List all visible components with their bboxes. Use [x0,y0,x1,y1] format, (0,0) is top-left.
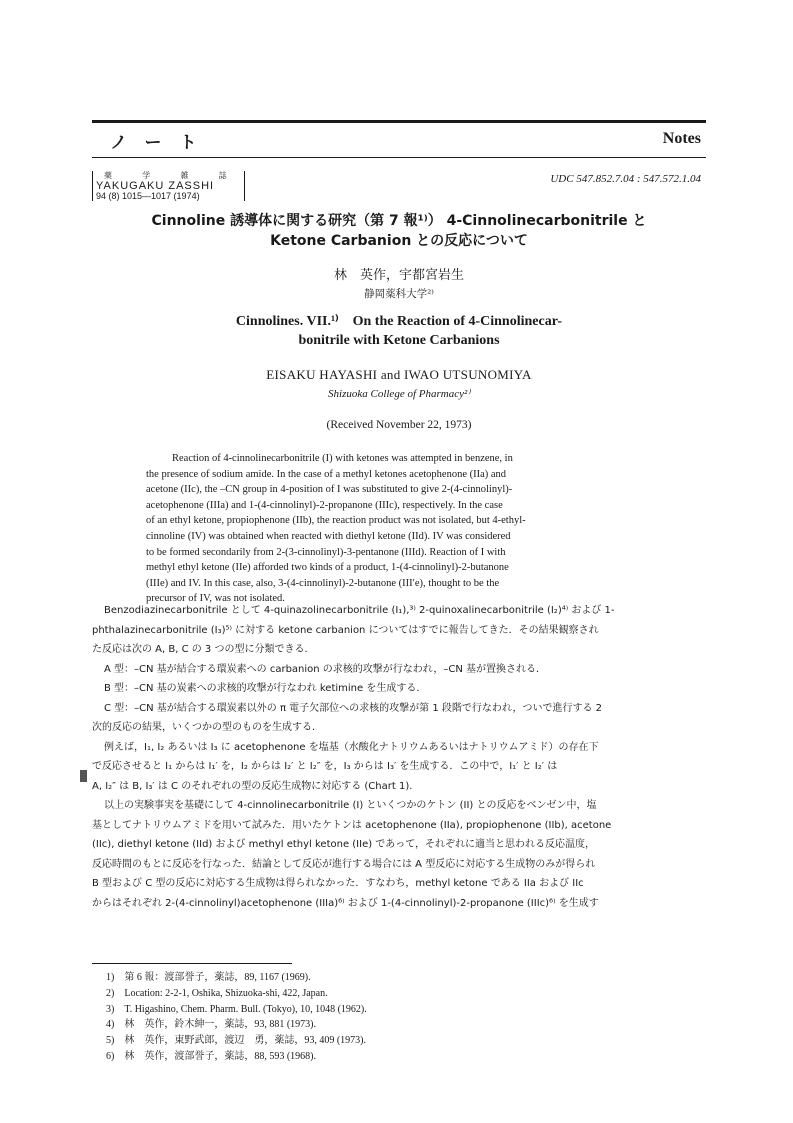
title-ja-line1: Cinnoline 誘導体に関する研究（第 7 報¹⁾） 4-Cinnolinecarbonitrile と [151,213,647,229]
footnote-separator [92,963,292,964]
footnote: 3) T. Higashino, Chem. Pharm. Bull. (Tokyo), 10, 1048 (1962). [106,1003,367,1015]
abstract-line: Reaction of 4-cinnolinecarbonitrile (I) with ketones was attempted in benzene, in [172,453,513,464]
journal-name-ja: 薬 学 雑 誌 [104,171,241,180]
abstract-line: acetone (IIc), the –CN group in 4-position of I was substituted to give 2-(4-cinnolinyl)- [146,484,513,496]
margin-mark [80,770,87,782]
authors-ja: 林 英作，宇都宮岩生 [333,268,464,283]
title-en [92,312,706,350]
footnote: 6) 林 英作，渡部誉子，薬誌，88, 593 (1968). [106,1050,316,1062]
body-line: からはそれぞれ 2-(4-cinnolinyl)acetophenone (IIIa)⁶⁾ および 1-(4-cinnolinyl)-2-propanone (IIIc)⁶⁾ を生成す [92,897,599,909]
header-top-rule [92,120,706,123]
body-line: C 型：–CN 基が結合する環炭素以外の π 電子欠部位への求核的攻撃が第 1 段階で行なわれ，ついで進行する 2 [104,702,603,714]
title-en-line2: bonitrile with Ketone Carbanions [298,333,500,348]
footnote: 4) 林 英作，鈴木紳一，薬誌，93, 881 (1973). [106,1019,316,1031]
body-text [92,601,706,913]
body-line: 例えば，I₁, I₂ あるいは I₃ に acetophenone を塩基（水酸化ナトリウムあるいはナトリウムアミド）の存在下 [104,741,599,753]
body-line: B 型および C 型の反応に対応する生成物は得られなかった．すなわち，methyl ketone である IIa および IIc [92,878,584,889]
journal-name-en: YAKUGAKU ZASSHI [96,180,215,192]
body-line: phthalazinecarbonitrile (I₃)⁵⁾ に対する ketone carbanion についてはすでに報告してきた．その結果観察され [92,624,599,636]
title-ja [92,211,706,251]
body-line: 基としてナトリウムアミドを用いて試みた．用いたケトンは acetophenone (IIa), propiophenone (IIb), acetone [92,819,612,831]
title-ja-line2: Ketone Carbanion との反応について [270,233,528,249]
received-date: (Received November 22, 1973) [326,419,472,431]
abstract-line: of an ethyl ketone, propiophenone (IIb), the reaction product was not isolated, but 4-ethyl- [146,515,526,527]
body-line: A, I₂″ は B, I₃′ は C のそれぞれの型の反応生成物に対応する (Chart 1). [92,780,413,792]
journal-box [92,171,245,201]
body-line: Benzodiazinecarbonitrile として 4-quinazolinecarbonitrile (I₁),³⁾ 2-quinoxalinecarbonitrile (I₂)⁴⁾ および 1- [104,605,615,616]
abstract-line: methyl ethyl ketone (IIe) afforded two kinds of a product, 1-(4-cinnolinyl)-2-butanone [146,562,509,574]
footnote: 5) 林 英作，東野武郎，渡辺 勇，薬誌，93, 409 (1973). [106,1035,366,1047]
abstract-line: acetophenone (IIIa) and 1-(4-cinnolinyl)-2-propanone (IIIc), respectively. In the case [146,499,503,511]
abstract-line: cinnoline (IV) was obtained when reacted with diethyl ketone (IId). IV was considered [146,530,511,542]
abstract-line: (IIIe) and IV. In this case, also, 3-(4-cinnolinyl)-2-butanone (III′e), thought to be the [146,577,500,589]
header-bottom-rule [92,157,706,158]
abstract [146,451,664,607]
body-line: (IIc), diethyl ketone (IId) および methyl ethyl ketone (IIe) であって，それぞれに適当と思われる反応温度， [92,839,596,850]
section-label-ja: ノート [110,133,215,153]
body-line: B 型：–CN 基の炭素への求核的攻撃が行なわれ ketimine を生成する． [104,683,427,694]
abstract-line: the presence of sodium amide. In the case of a methyl ketones acetophenone (IIa) and [146,468,507,480]
body-line: 次的反応の結果，いくつかの型のものを生成する． [92,722,322,733]
body-line: 反応時間のもとに反応を行なった．結論として反応が進行する場合には A 型反応に対応する生成物のみが得られ [92,858,596,870]
affiliation-ja: 静岡薬科大学²⁾ [364,288,434,300]
authors-en: EISAKU HAYASHI and IWAO UTSUNOMIYA [266,367,532,382]
footnote: 2) Location: 2-2-1, Oshika, Shizuoka-shi, 422, Japan. [106,987,328,999]
footnote: 1) 第 6 報：渡部誉子，薬誌，89, 1167 (1969). [106,972,311,983]
journal-ref: 94 (8) 1015—1017 (1974) [96,191,200,201]
udc-code: UDC 547.852.7.04 : 547.572.1.04 [550,173,701,185]
affiliation-en: Shizuoka College of Pharmacy²⁾ [328,388,470,400]
abstract-line: precursor of IV, was not isolated. [146,593,285,605]
body-line: た反応は次の A, B, C の 3 つの型に分類できる． [92,644,315,655]
footnotes [106,970,367,1065]
body-line: で反応させると I₁ からは I₁′ を，I₂ からは I₂′ と I₂″ を，I₃ からは I₃′ を生成する．この中で，I₁′ と I₂′ は [92,761,558,772]
body-line: A 型：–CN 基が結合する環炭素への carbanion の求核的攻撃が行なわれ，–CN 基が置換される． [104,663,547,675]
section-label-en: Notes [662,130,701,147]
abstract-line: to be formed secondarily from 2-(3-cinnolinyl)-3-pentanone (IIId). Reaction of I with [146,546,506,558]
body-line: 以上の実験事実を基礎にして 4-cinnolinecarbonitrile (I) といくつかのケトン (II) との反応をベンゼン中，塩 [104,800,597,811]
title-en-line1: Cinnolines. VII.¹⁾ On the Reaction of 4-Cinnolinecar- [235,314,563,329]
